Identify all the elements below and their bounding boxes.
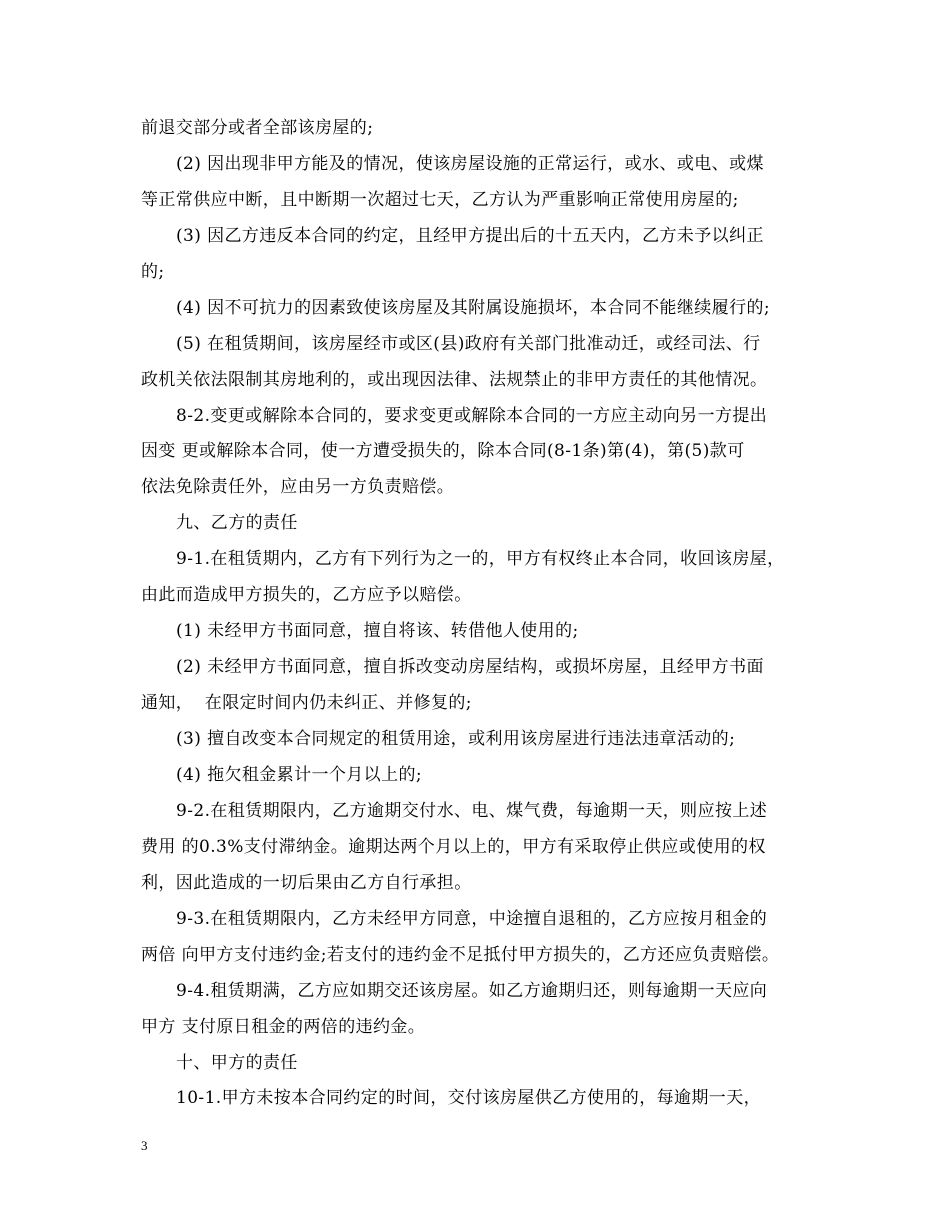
text-line: 由此而造成甲方损失的，乙方应予以赔偿。 xyxy=(141,585,472,605)
text-line: (3) 因乙方违反本合同的约定，且经甲方提出后的十五天内，乙方未予以纠正 xyxy=(176,226,764,246)
text-line: 前退交部分或者全部该房屋的; xyxy=(141,118,374,138)
text-line: 费用 的0.3%支付滞纳金。逾期达两个月以上的，甲方有采取停止供应或使用的权 xyxy=(141,837,766,857)
text-line: 10-1.甲方未按本合同约定的时间，交付该房屋供乙方使用的，每逾期一天， xyxy=(176,1088,761,1108)
text-line: 9-1.在租赁期内，乙方有下列行为之一的，甲方有权终止本合同，收回该房屋， xyxy=(176,549,785,569)
text-line: 通知， 在限定时间内仍未纠正、并修复的; xyxy=(141,693,472,713)
text-line: 利，因此造成的一切后果由乙方自行承担。 xyxy=(141,873,472,893)
text-line: 9-4.租赁期满，乙方应如期交还该房屋。如乙方逾期归还，则每逾期一天应向 xyxy=(176,981,768,1001)
text-line: (2) 未经甲方书面同意，擅自拆改变动房屋结构，或损坏房屋，且经甲方书面 xyxy=(176,657,764,677)
text-line: 9-3.在租赁期限内，乙方未经甲方同意，中途擅自退租的，乙方应按月租金的 xyxy=(176,909,768,929)
text-line: (4) 拖欠租金累计一个月以上的; xyxy=(176,765,423,785)
text-line: (4) 因不可抗力的因素致使该房屋及其附属设施损坏，本合同不能继续履行的; xyxy=(176,298,771,318)
text-line: (3) 擅自改变本合同规定的租赁用途，或利用该房屋进行违法违章活动的; xyxy=(176,729,736,749)
text-line: 等正常供应中断，且中断期一次超过七天，乙方认为严重影响正常使用房屋的; xyxy=(141,190,739,210)
text-line: 甲方 支付原日租金的两倍的违约金。 xyxy=(141,1017,426,1037)
text-line: 8-2.变更或解除本合同的，要求变更或解除本合同的一方应主动向另一方提出 xyxy=(176,406,768,426)
text-line: 的; xyxy=(141,262,165,282)
text-line: 9-2.在租赁期限内，乙方逾期交付水、电、煤气费，每逾期一天，则应按上述 xyxy=(176,801,768,821)
section-heading: 十、甲方的责任 xyxy=(176,1053,298,1073)
text-line: (2) 因出现非甲方能及的情况，使该房屋设施的正常运行，或水、或电、或煤 xyxy=(176,154,764,174)
text-line: 因变 更或解除本合同，使一方遭受损失的，除本合同(8-1条)第(4)，第(5)款可 xyxy=(141,441,745,461)
page-number: 3 xyxy=(141,1138,148,1153)
text-line: (5) 在租赁期间，该房屋经市或区(县)政府有关部门批准动迁，或经司法、行 xyxy=(176,334,761,354)
text-line: (1) 未经甲方书面同意，擅自将该、转借他人使用的; xyxy=(176,621,579,641)
text-line: 政机关依法限制其房地利的，或出现因法律、法规禁止的非甲方责任的其他情况。 xyxy=(141,370,768,390)
section-heading: 九、乙方的责任 xyxy=(176,513,298,533)
text-line: 两倍 向甲方支付违约金;若支付的违约金不足抵付甲方损失的，乙方还应负责赔偿。 xyxy=(141,945,780,965)
text-line: 依法免除责任外，应由另一方负责赔偿。 xyxy=(141,477,455,497)
